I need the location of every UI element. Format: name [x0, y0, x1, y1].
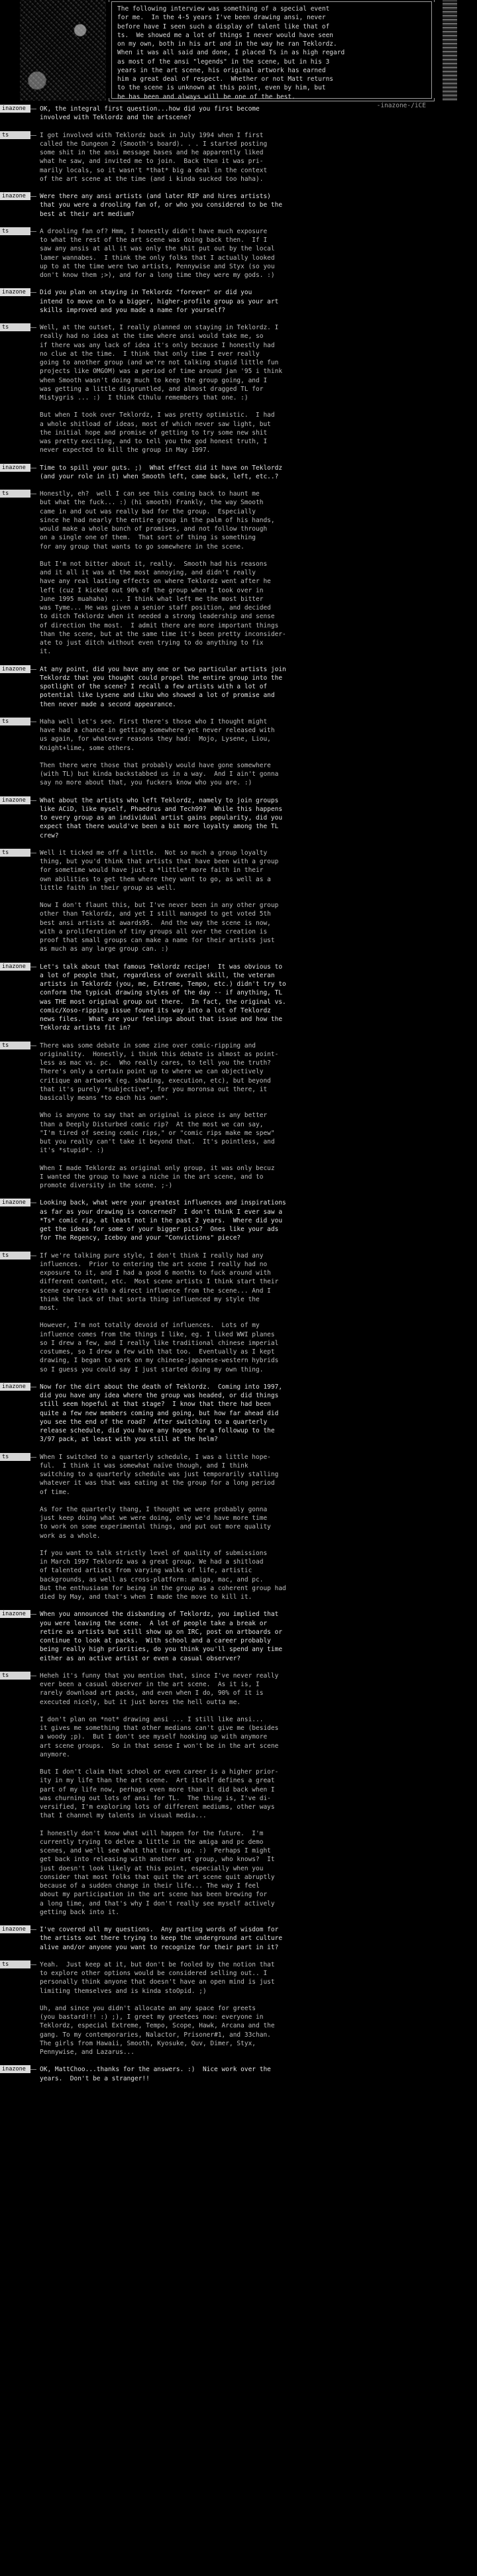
entry-paragraph: But I'm not bitter about it, really. Smooth had his reasons and it all it was at the most annoying, and didn't really have any real lasting effects on where Teklordz went after he left (cuz I kicked out 90% of the group when I took over in June 1995 muahaha) ... I think what left me the most bitter was Tyme... He was given a senior staff position, and decided to ditch Teklordz when it needed a strong leadership and sense of direction the most. I admit there are more important things than the scene, but at the same time it's been pretty inconsider- ate to just ditch without even trying to do anything to fix it. — [40, 560, 286, 656]
interview-header — [20, 0, 457, 109]
speaker-connector — [30, 1929, 36, 1930]
interview-entry-16 — [0, 1383, 477, 1444]
entry-body — [40, 1672, 464, 1917]
speaker-label-inazone: inazone — [0, 2065, 30, 2073]
entry-paragraph: Time to spill your guts. ;) What effect did it have on Teklordz (and your role in it) when Smooth left, came back, left, etc..? — [40, 464, 283, 480]
entry-paragraph: When I switched to a quarterly schedule, I was a little hope- ful. I think it was somewhat naïve though, and I think switching to a quarterly schedule was just temporarily stalling whatever it was that was eating at the group for a long period of time. — [40, 1453, 279, 1496]
interview-entry-11 — [0, 849, 477, 954]
speaker-connector — [30, 1964, 36, 1965]
speaker-connector — [30, 2069, 36, 2070]
interview-entry-14 — [0, 1199, 477, 1242]
entry-paragraph: Well, at the outset, I really planned on staying in Teklordz. I really had no idea at the time where ansi would take me, so if there was any lack of idea it's only because I honestly had no clue at the time. I think that only time I ever really going to another group (and we're not talking stupid little fun projects like OMGOM) was a period of time around jan '95 i think when Smooth wasn't doing much to keep the group going, and I was getting a little disgruntled, and almost dragged TL for Mistygris ... :) I think Cthulu remembers that one. :) — [40, 324, 283, 402]
entry-body — [40, 963, 464, 1033]
ansi-art-decoration — [20, 0, 106, 101]
entry-body — [40, 227, 464, 280]
speaker-label-ts: ts — [0, 227, 30, 235]
entry-paragraph: OK, the integral first question...how did you first become involved with Teklordz and the artscene? — [40, 105, 260, 122]
entry-paragraph: If you want to talk strictly level of quality of submissions in March 1997 Teklordz was a great group. We had a shitload of talented artists from varying walks of life, artistic backgrounds, as well as cross-platform: amiga, mac, and pc. But the enthusiasm for being in the group as a coherent group had died by May, and that's when I made the move to kill it. — [40, 1549, 286, 1601]
interview-entry-8 — [0, 665, 477, 709]
speaker-label-ts: ts — [0, 1672, 30, 1680]
entry-paragraph: Did you plan on staying in Teklordz "forever" or did you intend to move on to a bigger, higher-profile group as your art skills improved and you made a name for yourself? — [40, 289, 279, 314]
entry-paragraph: Yeah. Just keep at it, but don't be fooled by the notion that to explore other options would be considered selling out.. I personally think anyone that doesn't have an open mind is just limiting themselves and is kinda stoOpid. ;) — [40, 1960, 275, 1995]
entry-paragraph: Honestly, eh? well I can see this coming back to haunt me but what the fuck... :) (hi smooth) Frankly, the way Smooth came in and out was really bad for the group. Especially since he had nearly the entire group in the palm of his hands, would make a whole bunch of promises, and not follow through on a single one of them. That sort of thing is something for any group that wants to go somewhere in the scene. — [40, 490, 275, 551]
entry-body — [40, 2065, 464, 2083]
intro-text: The following interview was something of a special event for me. In the 4-5 years I've been drawing ansi, never before have I seen such a display of talent like that of ts. We showed me a lot of things I never would have seen on my own, both in his art and in the way he ran Teklordz. When it was all said and done, I placed Ts in as high regard as most of the ansi "legends" in the scene, but in his 3 years in the art scene, his original artwork has earned him a great deal of respect. Whether or not Matt returns to the scene is unknown at this point, even by him, but he has been and always will be one of the best. — [117, 5, 345, 101]
entry-body — [40, 105, 464, 123]
entry-body — [40, 1252, 464, 1374]
entry-paragraph: OK, MattChoo...thanks for the answers. :) Nice work over the years. Don't be a stranger!! — [40, 2066, 271, 2082]
interview-entry-7 — [0, 490, 477, 657]
entry-paragraph: Now I don't flaunt this, but I've never been in any other group other than Teklordz, and yet I still managed to get voted 5th best ansi artists at awards95. And the way the scene is now, with a proliferation of tiny groups all over the creation is proof that small groups can make a name for their artists just as much as any large group can. :) — [40, 902, 279, 953]
speaker-connector — [30, 1614, 36, 1615]
speaker-label-inazone: inazone — [0, 1610, 30, 1618]
entry-paragraph: At any point, did you have any one or two particular artists join Teklordz that you thought could propel the entire group into the spotlight of the scene? I recall a few artists with a lot of potential like Lysene and Liku who showed a lot of promise and then never made a second appearance. — [40, 665, 286, 708]
entry-paragraph: If we're talking pure style, I don't think I really had any influences. Prior to entering the art scene I really had no exposure to it, and I had a good 6 months to fuck around with different content, etc. Most scene artists I think start their scene careers with a direct influence from the scene... And I think the lack of that sorta thing influenced my style the most. — [40, 1252, 279, 1312]
interview-entry-12 — [0, 963, 477, 1033]
entry-paragraph: When I made Teklordz as original only group, it was only becuz I wanted the group to have a niche in the art scene, and to promote diversity in the scene. ;-) — [40, 1164, 275, 1189]
entry-body — [40, 192, 464, 219]
speaker-label-inazone: inazone — [0, 796, 30, 804]
interview-entry-4 — [0, 288, 477, 315]
entry-paragraph: As for the quarterly thang, I thought we were probably gonna just keep doing what we were doing, only we'd have more time to work on some experimental things, and put out more quality work as a whole. — [40, 1505, 271, 1540]
intro-box — [111, 1, 432, 109]
speaker-label-ts: ts — [0, 131, 30, 139]
entry-paragraph: A drooling fan of? Hmm, I honestly didn't have much exposure to what the rest of the art scene was doing back then. If I saw any ansis at all it was only the shit put out by the local lamer wannabes. I think the only folks that I actually looked up to at the time were two artists, Pennywise and Styx (so you don't know them ;>), and for a long time they were my gods. :) — [40, 227, 275, 279]
interview-entry-17 — [0, 1453, 477, 1602]
entry-body — [40, 1383, 464, 1444]
speaker-connector — [30, 135, 36, 136]
entry-paragraph: I got involved with Teklordz back in July 1994 when I first called the Dungeon 2 (Smooth's board). . . I started posting some shit in the ansi message bases and he apparently liked what he saw, and invited me to join. Back then it was pri- marily locals, so it wasn't *that* big a deal in the context of the art scene at the time (and i kinda sucked too haha). — [40, 131, 268, 183]
entry-paragraph: There was some debate in some zine over comic-ripping and originality. Honestly, i think this debate is almost as point- less as mac vs. pc. Who really cares, to tell you the truth? There's only a certain point up to where we can objectively critique an artwork (eg. shading, execution, etc), but beyond that it's purely *subjective*, for you moronsa out there, it basically means *to each his own*. — [40, 1042, 279, 1102]
speaker-label-inazone: inazone — [0, 105, 30, 113]
entry-body — [40, 490, 464, 657]
interview-entry-5 — [0, 323, 477, 455]
speaker-label-ts: ts — [0, 849, 30, 857]
entry-paragraph: Haha well let's see. First there's those who I thought might have had a chance in getting somewhere yet never released with us again, for whatever reasons they had: Mojo, Lysene, Liou, Knight+lime, some others. — [40, 718, 275, 752]
entry-body — [40, 1960, 464, 2057]
speaker-label-inazone: inazone — [0, 1383, 30, 1391]
entry-body — [40, 665, 464, 709]
speaker-label-ts: ts — [0, 1960, 30, 1968]
entry-paragraph: Uh, and since you didn't allocate an any space for greets (you bastard!!! :) ;), I greet my greetees now: everyone in Teklordz, especial Extreme, Tempo, Scope, Hawk, Arcana and the gang. To my contemporaries, Nalactor, Prisoner#1, and 33chan. The girls from Hawaii, Smooth, Kyosuke, Quv, Dimer, Styx, Pennywise, and Lazarus... — [40, 2004, 275, 2056]
interview-entry-18 — [0, 1610, 477, 1663]
speaker-connector — [30, 196, 36, 197]
speaker-connector — [30, 231, 36, 232]
speaker-label-ts: ts — [0, 1042, 30, 1049]
interview-entry-3 — [0, 227, 477, 280]
interview-entry-9 — [0, 718, 477, 788]
interview-entry-20 — [0, 1925, 477, 1952]
entry-paragraph: When you announced the disbanding of Teklordz, you implied that you were leaving the scene. A lot of people take a break or retire as artists but still show up on IRC, post on artboards or continue to look at packs. With school and a career probably being really high priorities, do you think you'll spend any time either as an active artist or even a casual observer? — [40, 1611, 283, 1662]
entry-paragraph: Then there were those that probably would have gone somewhere (with TL) but kinda backstabbed us in a way. And I ain't gonna say no more about that, you fuckers know who you are. :) — [40, 761, 279, 787]
speaker-label-ts: ts — [0, 1453, 30, 1461]
entry-body — [40, 1199, 464, 1242]
interview-entry-21 — [0, 1960, 477, 2057]
entry-body — [40, 718, 464, 788]
entry-body — [40, 849, 464, 954]
entry-body — [40, 1453, 464, 1602]
interview-entry-1 — [0, 131, 477, 184]
speaker-connector — [30, 1457, 36, 1458]
interview-entry-19 — [0, 1672, 477, 1917]
speaker-label-ts: ts — [0, 1252, 30, 1260]
entry-paragraph: Now for the dirt about the death of Teklordz. Coming into 1997, did you have any idea where the group was headed, or did things still seem hopeful at that stage? I know that there had been quite a few new members coming and going, but how far ahead did you see the end of the road? After switching to a quarterly release schedule, did you have any hopes for a followup to the 3/97 pack, at least with you still at the helm? — [40, 1383, 283, 1444]
speaker-label-inazone: inazone — [0, 1199, 30, 1207]
interview-entry-22 — [0, 2065, 477, 2083]
interview-entry-13 — [0, 1042, 477, 1191]
speaker-label-inazone: inazone — [0, 1925, 30, 1933]
speaker-connector — [30, 669, 36, 670]
speaker-connector — [30, 292, 36, 293]
interview-entry-6 — [0, 464, 477, 482]
ansi-art-side-decoration — [443, 0, 457, 101]
speaker-label-inazone: inazone — [0, 288, 30, 296]
speaker-label-ts: ts — [0, 718, 30, 725]
entry-paragraph: Heheh it's funny that you mention that, since I've never really ever been a casual observer in the art scene. As it is, I rarely download art packs, and even when I do, 90% of it is executed nicely, but it just bores the hell outta me. — [40, 1672, 279, 1706]
interview-conversation — [0, 105, 477, 2092]
speaker-connector — [30, 327, 36, 328]
interview-entry-15 — [0, 1252, 477, 1374]
entry-paragraph: Let's talk about that famous Teklordz recipe! It was obvious to a lot of people that, regardless of overall skill, the veteran artists in Teklordz (you, me, Extreme, Tempo, etc.) didn't try to conform the typical drawing styles of the day -- if anything, TL was THE most original group out there. In fact, the original vs. comic/Xoso-ripping issue found its way into a lot of Teklordz news files. What are your feelings about that issue and how the Teklordz artists fit in? — [40, 963, 286, 1032]
entry-paragraph: I honestly don't know what will happen for the future. I'm currently trying to delve a little in the amiga and pc demo scenes, and we'll see what that turns up. :) Perhaps I might get back into releasing with another art group, who knows? It just doesn't look likely at this point, especially when you consider that most folks that quit the art scene quit abruptly because of a sudden change in their life... The way I feel about my participation in the art scene has been brewing for a long time, and that's why I don't really see myself actively getting back into it. — [40, 1829, 275, 1916]
speaker-label-inazone: inazone — [0, 665, 30, 673]
entry-paragraph: I've covered all my questions. Any parting words of wisdom for the artists out there trying to keep the underground art culture alive and/or anyone you want to recognize for their part in it? — [40, 1926, 283, 1951]
speaker-label-ts: ts — [0, 323, 30, 331]
entry-body — [40, 796, 464, 840]
entry-paragraph: What about the artists who left Teklordz, namely to join groups like ACiD, like myself, Phaedrus and Tech99? While this happens to every group as an individual artist gains popularity, did you expect that there would've been a bit more loyalty among the TL crew? — [40, 796, 283, 839]
interview-entry-0 — [0, 105, 477, 123]
entry-body — [40, 131, 464, 184]
entry-paragraph: But when I took over Teklordz, I was pretty optimistic. I had a whole shitload of ideas, most of which never saw light, but the initial hope and promise of getting to try some new shit was pretty exciting, and to tell you the god honest truth, I never expected to kill the group in May 1997. — [40, 411, 275, 455]
entry-body — [40, 323, 464, 455]
entry-paragraph: I don't plan on *not* drawing ansi ... I still like ansi... it gives me something that other medians can't give me (besides a woody ;p). But I don't see myself hooking up with anymore art scene groups. So in that sense I won't be in the art scene anymore. — [40, 1715, 279, 1758]
entry-paragraph: But I don't claim that school or even career is a higher prior- ity in my life than the art scene. Art itself defines a great part of my life now, perhaps even more than it did back when I was churning out lots of ansi for TL. The thing is, I've di- versified, I'm exploring lots of different mediums, other ways that I channel my talents in visual media... — [40, 1768, 279, 1820]
entry-paragraph: However, I'm not totally devoid of influences. Lots of my influence comes from the things I like, eg. I liked WWI planes so I drew a few, and I really like traditional chinese imperial costumes, so I drew a few with that too. Eventually as I kept drawing, I began to work on my chinese-japanese-western hybrids so I guess you could say I just started doing my own thing. — [40, 1322, 279, 1373]
entry-body — [40, 1610, 464, 1663]
interview-entry-10 — [0, 796, 477, 840]
intro-signature: -inazone-/iCE — [376, 101, 426, 109]
entry-paragraph: Were there any ansi artists (and later RIP and hires artists) that you were a drooling fan of, or who you considered to be the best at their art medium? — [40, 193, 283, 218]
entry-body — [40, 464, 464, 482]
speaker-connector — [30, 800, 36, 801]
interview-entry-2 — [0, 192, 477, 219]
speaker-label-inazone: inazone — [0, 192, 30, 200]
entry-body — [40, 1042, 464, 1191]
speaker-label-inazone: inazone — [0, 963, 30, 971]
speaker-label-inazone: inazone — [0, 464, 30, 472]
entry-paragraph: Looking back, what were your greatest influences and inspirations as far as your drawing is concerned? I don't think I ever saw a *Ts* comic rip, at least not in the past 2 years. Where did you get the ideas for some of your bigger pics? Ones like your ads for The Regency, Iceboy and your "Convictions" piece? — [40, 1199, 286, 1242]
entry-body — [40, 1925, 464, 1952]
speaker-label-ts: ts — [0, 490, 30, 498]
entry-body — [40, 288, 464, 315]
entry-paragraph: Well it ticked me off a little. Not so much a group loyalty thing, but you'd think that artists that have been with a group for sometime would have just a *little* more faith in their own abilities to get them where they want to go, as well as a little faith in their group as well. — [40, 849, 279, 892]
entry-paragraph: Who is anyone to say that an original is piece is any better than a Deeply Disturbed comic rip? At the most we can say, "I'm tired of seeing comic rips," or "comic rips make me spew" but you really can't take it beyond that. It's pointless, and it's *stupid*. :) — [40, 1112, 275, 1155]
